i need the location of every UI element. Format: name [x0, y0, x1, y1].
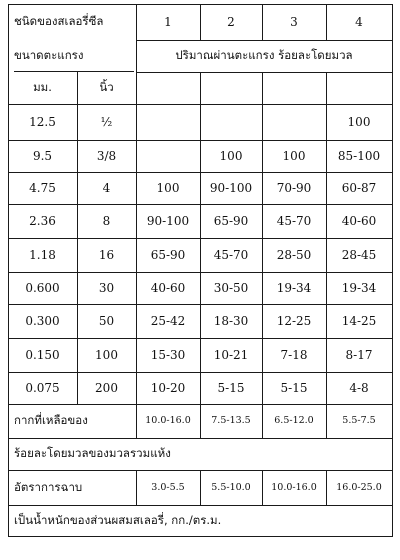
sieve-mm-cell: 4.75	[29, 181, 56, 195]
sieve-mm-cell: 0.075	[25, 381, 60, 395]
type-number: 4	[355, 15, 363, 29]
sieve-size-label: ขนาดตะแกรง	[14, 48, 84, 63]
type-number: 3	[290, 15, 298, 29]
slurry-type-label: ชนิดของสเลอรี่ซีล	[14, 14, 104, 29]
passing-value-cell: 90-100	[209, 181, 253, 195]
passing-value-cell: 65-90	[213, 214, 249, 228]
sieve-mm-cell: 1.18	[29, 248, 56, 262]
sieve-mm-cell: 0.300	[25, 314, 60, 328]
passing-value-cell: 100	[347, 115, 371, 129]
passing-value-cell: 8-17	[345, 348, 373, 362]
passing-value-cell: 10-21	[213, 348, 249, 362]
sieve-inch-cell: 3/8	[96, 149, 117, 163]
sieve-inch-cell: 30	[98, 281, 115, 295]
passing-value-cell: 18-30	[213, 314, 249, 328]
sieve-inch-cell: 16	[98, 248, 115, 262]
sieve-inch-cell: 100	[95, 348, 118, 362]
passing-value-cell: 70-90	[276, 181, 312, 195]
passing-value-cell: 100	[156, 181, 180, 195]
passing-value-cell	[200, 104, 262, 140]
table-hrule	[136, 72, 393, 73]
type-number: 1	[164, 15, 172, 29]
passing-value-cell: 4-8	[349, 381, 369, 395]
sieve-inch-cell: 8	[102, 214, 111, 228]
passing-value-cell: 7-18	[280, 348, 308, 362]
residue-note: ร้อยละโดยมวลของมวลรวมแห้ง	[14, 446, 171, 461]
passing-value-cell: 45-70	[276, 214, 312, 228]
sieve-inch-cell: 50	[98, 314, 115, 328]
sieve-mm-cell: 12.5	[29, 115, 56, 129]
residue-label: กากที่เหลือของ	[14, 413, 88, 428]
passing-value-cell: 65-90	[150, 248, 186, 262]
residue-value-cell: 7.5-13.5	[211, 415, 251, 427]
residue-value-cell: 10.0-16.0	[145, 415, 191, 427]
passing-percent-label: ปริมาณผ่านตะแกรง ร้อยละโดยมวล	[175, 48, 353, 63]
inch-column-header: นิ้ว	[99, 80, 114, 95]
table-hrule	[8, 536, 393, 537]
sieve-mm-cell: 9.5	[32, 149, 53, 163]
spread-rate-label: อัตราการฉาบ	[14, 479, 83, 494]
passing-value-cell	[136, 140, 200, 172]
spread-rate-value-cell: 16.0-25.0	[336, 481, 382, 493]
spread-rate-value-cell: 3.0-5.5	[151, 481, 185, 493]
passing-value-cell	[136, 104, 200, 140]
passing-value-cell: 90-100	[146, 214, 190, 228]
passing-value-cell: 14-25	[341, 314, 377, 328]
residue-value-cell: 6.5-12.0	[274, 415, 314, 427]
passing-value-cell: 25-42	[150, 314, 186, 328]
passing-value-cell: 85-100	[337, 149, 381, 163]
sieve-inch-cell: 4	[102, 181, 111, 195]
passing-value-cell: 15-30	[150, 348, 186, 362]
passing-value-cell: 60-87	[341, 181, 377, 195]
passing-value-cell: 5-15	[280, 381, 308, 395]
passing-value-cell: 5-15	[217, 381, 245, 395]
type-number: 2	[227, 15, 235, 29]
passing-value-cell	[262, 104, 326, 140]
passing-value-cell: 28-50	[276, 248, 312, 262]
passing-value-cell: 30-50	[213, 281, 249, 295]
sieve-mm-cell: 0.600	[25, 281, 60, 295]
sieve-mm-cell: 2.36	[29, 214, 56, 228]
passing-value-cell: 40-60	[341, 214, 377, 228]
mm-column-header: มม.	[33, 80, 52, 95]
passing-value-cell: 40-60	[150, 281, 186, 295]
passing-value-cell: 28-45	[341, 248, 377, 262]
sieve-inch-cell: ½	[100, 115, 113, 129]
sieve-inch-cell: 200	[95, 381, 118, 395]
passing-value-cell: 19-34	[276, 281, 312, 295]
sieve-mm-cell: 0.150	[25, 348, 60, 362]
passing-value-cell: 100	[219, 149, 243, 163]
spread-rate-value-cell: 5.5-10.0	[211, 481, 251, 493]
passing-value-cell: 45-70	[213, 248, 249, 262]
spread-rate-value-cell: 10.0-16.0	[271, 481, 317, 493]
passing-value-cell: 19-34	[341, 281, 377, 295]
residue-value-cell: 5.5-7.5	[342, 415, 376, 427]
passing-value-cell: 12-25	[276, 314, 312, 328]
passing-value-cell: 100	[282, 149, 306, 163]
spread-rate-note: เป็นน้ำหนักของส่วนผสมสเลอรี่, กก./ตร.ม.	[14, 512, 222, 527]
passing-value-cell: 10-20	[150, 381, 186, 395]
